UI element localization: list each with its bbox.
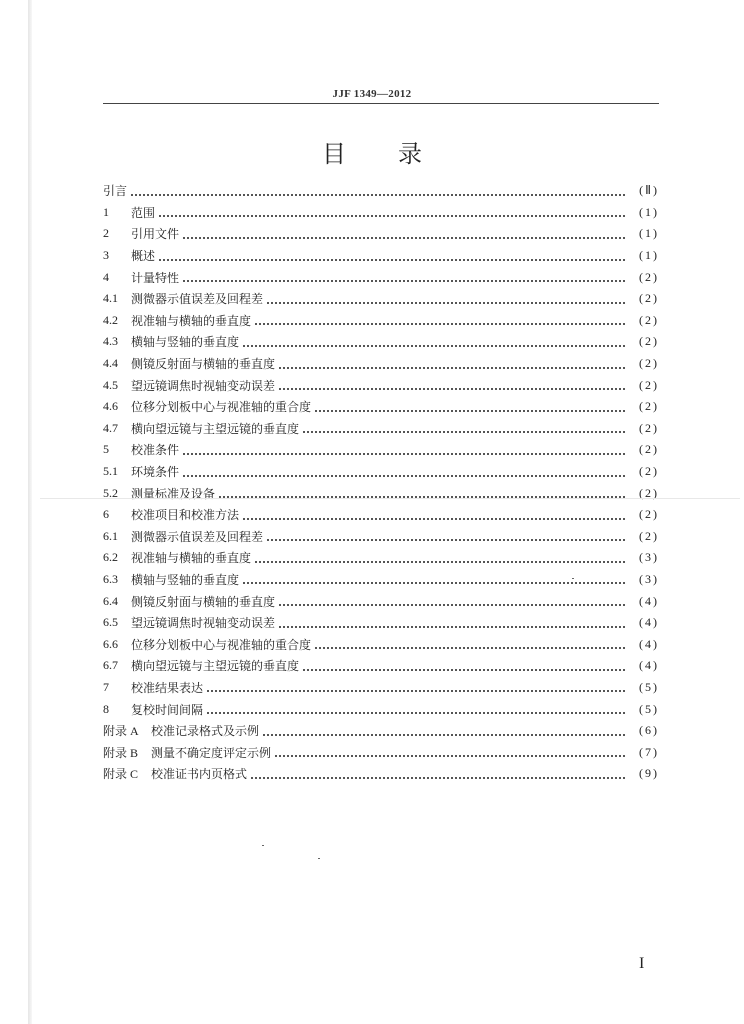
toc-entry-label: 测微器示值误差及回程差 [131, 292, 264, 307]
toc-entry-number: 6.3 [103, 571, 118, 586]
toc-dot-leader [255, 553, 625, 563]
toc-entry-page: (4) [639, 593, 659, 608]
toc-entry-label: 引言 [103, 184, 128, 199]
toc-entry-number: 2 [103, 226, 109, 241]
toc-entry-page: (5) [639, 701, 659, 716]
toc-entry-label: 引用文件 [131, 227, 180, 242]
toc-entry-number: 1 [103, 204, 109, 219]
toc-entry-number: 4.5 [103, 377, 118, 392]
toc-entry-page: (2) [639, 269, 659, 284]
toc-dot-leader [159, 251, 625, 261]
toc-entry [103, 202, 659, 224]
toc-entry-label: 校准证书内页格式 [151, 767, 248, 782]
toc-entry-label: 校准项目和校准方法 [131, 508, 240, 523]
toc-entry [103, 374, 659, 396]
toc-entry [103, 266, 659, 288]
toc-dot-leader [303, 661, 625, 671]
toc-entry [103, 526, 659, 548]
toc-entry-label: 位移分划板中心与视准轴的重合度 [131, 400, 312, 415]
toc-entry [103, 310, 659, 332]
toc-entry-label: 横轴与竖轴的垂直度 [131, 335, 240, 350]
toc-entry-number: 4.3 [103, 334, 118, 349]
toc-dot-leader [207, 682, 625, 692]
toc-entry-number: 附录 C [103, 767, 139, 782]
toc-entry-number: 5.1 [103, 464, 118, 479]
toc-entry-number: 4.1 [103, 291, 118, 306]
toc-entry-number: 5 [103, 442, 109, 457]
toc-entry-page: (2) [639, 464, 659, 479]
toc-entry [103, 245, 659, 267]
toc-entry-page: (2) [639, 291, 659, 306]
toc-entry-number: 4.7 [103, 420, 118, 435]
toc-dot-leader [183, 467, 625, 477]
toc-entry-page: (3) [639, 571, 659, 586]
header-rule [103, 103, 659, 104]
toc-dot-leader [207, 704, 625, 714]
toc-title-char-1: 目 [322, 140, 346, 168]
toc-entry-number: 4.6 [103, 399, 118, 414]
toc-entry [103, 482, 659, 504]
toc-dot-leader [267, 294, 625, 304]
toc-entry-label: 侧镜反射面与横轴的垂直度 [131, 594, 276, 609]
toc-entry [103, 569, 659, 591]
toc-dot-leader [263, 726, 625, 736]
toc-entry-label: 复校时间间隔 [131, 702, 204, 717]
toc-dot-leader [243, 574, 625, 584]
toc-entry [103, 396, 659, 418]
toc-dot-leader [315, 402, 625, 412]
toc-entry-label: 视准轴与横轴的垂直度 [131, 313, 252, 328]
toc-entry [103, 633, 659, 655]
toc-entry [103, 180, 659, 202]
toc-entry-label: 计量特性 [131, 270, 180, 285]
toc-entry-number: 附录 A [103, 724, 139, 739]
standard-code-header: JJF 1349—2012 [332, 88, 412, 100]
toc-entry-page: (2) [639, 356, 659, 371]
toc-entry-number: 4.4 [103, 356, 118, 371]
toc-entry-page: (2) [639, 399, 659, 414]
toc-entry-page: (2) [639, 442, 659, 457]
toc-title-char-2: 录 [398, 140, 422, 168]
toc-dot-leader [303, 423, 625, 433]
toc-entry [103, 461, 659, 483]
toc-dot-leader [159, 207, 625, 217]
toc-entry-page: (7) [639, 744, 659, 759]
toc-dot-leader [279, 596, 625, 606]
toc-entry-number: 6.4 [103, 593, 118, 608]
toc-entry-page: (6) [639, 723, 659, 738]
toc-entry-number: 附录 B [103, 745, 139, 760]
toc-entry-page: (5) [639, 679, 659, 694]
toc-entry [103, 612, 659, 634]
toc-entry-page: (4) [639, 615, 659, 630]
scan-speck [262, 845, 264, 846]
toc-entry-number: 5.2 [103, 485, 118, 500]
toc-entry-number: 6.6 [103, 636, 118, 651]
toc-entry [103, 720, 659, 742]
toc-dot-leader [279, 359, 625, 369]
toc-entry-page: (9) [639, 766, 659, 781]
toc-entry-page: (2) [639, 420, 659, 435]
toc-entry-label: 测量标准及设备 [131, 486, 216, 501]
toc-entry [103, 504, 659, 526]
toc-entry-label: 侧镜反射面与横轴的垂直度 [131, 357, 276, 372]
toc-entry [103, 547, 659, 569]
toc-title [0, 134, 744, 169]
toc-entry-page: (4) [639, 636, 659, 651]
toc-entry-page: (Ⅱ) [639, 183, 659, 198]
toc-dot-leader [279, 618, 625, 628]
toc-entry-number: 3 [103, 248, 109, 263]
toc-entry-page: (4) [639, 658, 659, 673]
toc-entry-number: 6.2 [103, 550, 118, 565]
toc-entry-page: (2) [639, 507, 659, 522]
toc-entry-label: 校准条件 [131, 443, 180, 458]
toc-entry-number: 4.2 [103, 312, 118, 327]
toc-entry-page: (2) [639, 312, 659, 327]
page-number: I [639, 955, 645, 972]
toc-dot-leader [219, 488, 625, 498]
toc-entry-page: (2) [639, 485, 659, 500]
toc-dot-leader [131, 186, 625, 196]
toc-entry-label: 环境条件 [131, 465, 180, 480]
toc-entry-number: 6.1 [103, 528, 118, 543]
toc-entry-number: 6.7 [103, 658, 118, 673]
toc-entry-label: 横向望远镜与主望远镜的垂直度 [131, 421, 300, 436]
toc-entry [103, 418, 659, 440]
toc-dot-leader [183, 445, 625, 455]
toc-entry-label: 横向望远镜与主望远镜的垂直度 [131, 659, 300, 674]
toc-entry-number: 6 [103, 507, 109, 522]
toc-entry [103, 698, 659, 720]
toc-entry [103, 223, 659, 245]
toc-entry-page: (1) [639, 204, 659, 219]
toc-entry-page: (2) [639, 334, 659, 349]
toc-list [103, 180, 659, 785]
toc-entry-label: 测微器示值误差及回程差 [131, 529, 264, 544]
toc-entry-page: (2) [639, 528, 659, 543]
toc-dot-leader [243, 337, 625, 347]
toc-dot-leader [243, 510, 625, 520]
toc-entry [103, 763, 659, 785]
toc-entry-label: 概述 [131, 249, 156, 264]
toc-entry-label: 校准结果表达 [131, 680, 204, 695]
toc-entry-label: 望远镜调焦时视轴变动误差 [131, 378, 276, 393]
toc-entry-page: (1) [639, 226, 659, 241]
toc-entry-label: 测量不确定度评定示例 [151, 745, 272, 760]
toc-entry-label: 视准轴与横轴的垂直度 [131, 551, 252, 566]
toc-entry [103, 331, 659, 353]
toc-entry-label: 范围 [131, 205, 156, 220]
toc-dot-leader [251, 769, 625, 779]
scan-artifact-line [40, 498, 740, 499]
toc-entry [103, 655, 659, 677]
toc-entry [103, 439, 659, 461]
toc-dot-leader [279, 380, 625, 390]
toc-entry-page: (1) [639, 248, 659, 263]
toc-entry [103, 353, 659, 375]
toc-entry-label: 望远镜调焦时视轴变动误差 [131, 616, 276, 631]
scan-speck [572, 578, 574, 579]
toc-dot-leader [183, 229, 625, 239]
toc-entry-number: 4 [103, 269, 109, 284]
toc-entry-page: (2) [639, 377, 659, 392]
toc-entry-label: 校准记录格式及示例 [151, 724, 260, 739]
scan-speck [318, 858, 320, 859]
toc-entry-label: 横轴与竖轴的垂直度 [131, 572, 240, 587]
toc-entry-number: 7 [103, 679, 109, 694]
toc-dot-leader [267, 531, 625, 541]
toc-dot-leader [183, 272, 625, 282]
toc-entry-page: (3) [639, 550, 659, 565]
toc-entry [103, 677, 659, 699]
toc-entry [103, 288, 659, 310]
toc-dot-leader [255, 315, 625, 325]
toc-entry [103, 590, 659, 612]
toc-dot-leader [315, 639, 625, 649]
toc-dot-leader [275, 747, 625, 757]
toc-entry-label: 位移分划板中心与视准轴的重合度 [131, 637, 312, 652]
toc-entry-number: 6.5 [103, 615, 118, 630]
toc-entry-number: 8 [103, 701, 109, 716]
toc-entry [103, 741, 659, 763]
